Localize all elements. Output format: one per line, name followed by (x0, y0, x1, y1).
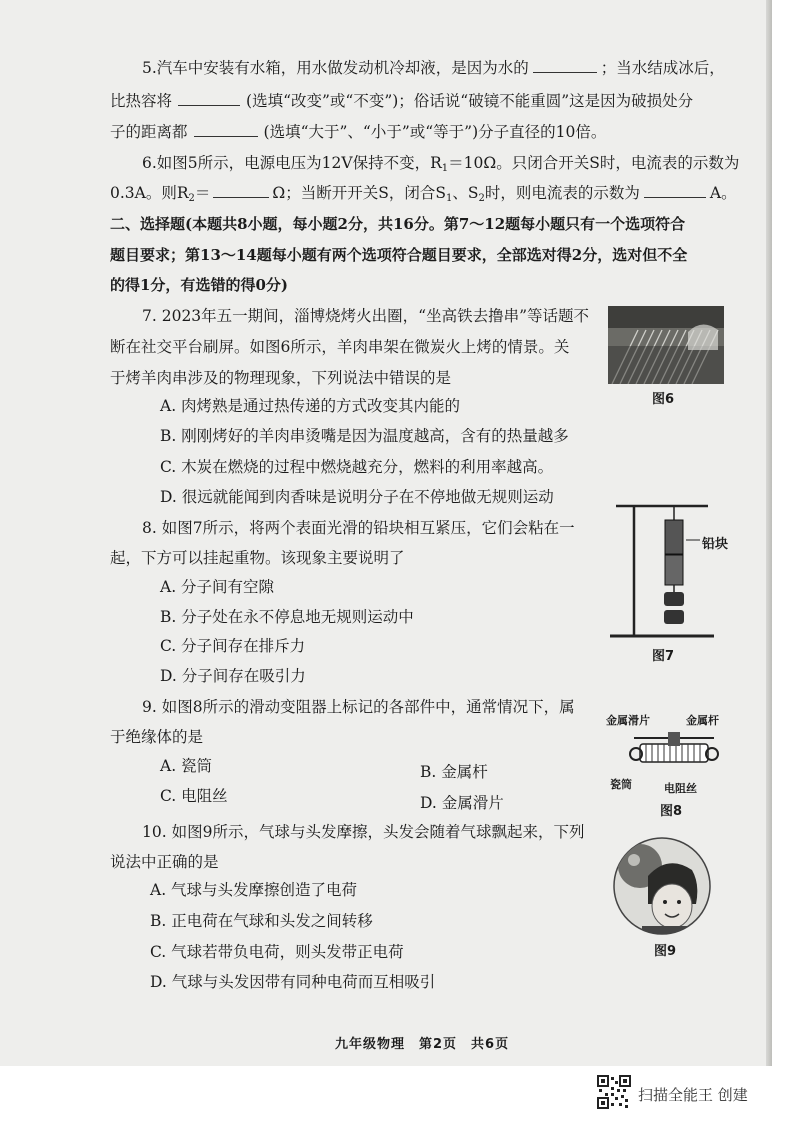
q6-text-2b: ＝ (194, 184, 211, 202)
grill-illustration (608, 306, 724, 384)
answer-blank (178, 91, 240, 106)
q6-text-2d: 、S (452, 184, 479, 202)
q6-sub-s1: 1 (446, 193, 453, 204)
q6-sub-1: 1 (441, 163, 449, 174)
q5-text-1a: 5.汽车中安装有水箱，用水做发动机冷却液，是因为水的 (142, 59, 529, 77)
q6-line2 (110, 183, 737, 209)
q5-line2 (110, 91, 693, 111)
q6-text-1a: 6.如图5所示，电源电压为12V保持不变，R (142, 154, 442, 172)
figure-8-tube-label: 瓷筒 (610, 778, 632, 791)
q5-line1 (142, 58, 725, 78)
balloon-hair-illustration (612, 836, 712, 936)
q7-line3: 于烤羊肉串涉及的物理现象，下列说法中错误的是 (110, 369, 452, 387)
q6-text-2e: 时，则电流表的示数为 (484, 184, 640, 202)
q5-text-1b: ；当水结成冰后， (600, 59, 725, 77)
q8-option-a: A. 分子间有空隙 (160, 578, 275, 596)
q6-sub-s2: 2 (478, 193, 485, 204)
figure-6-grill-photo (608, 306, 724, 384)
figure-7-lead-blocks (608, 500, 720, 642)
q6-text-1b: ＝10Ω。只闭合开关S时，电流表的示数为 (448, 154, 740, 172)
section2-line1: 二、选择题(本题共8小题，每小题2分，共16分。第7～12题每小题只有一个选项符合 (110, 215, 686, 233)
q9-line1: 9. 如图8所示的滑动变阻器上标记的各部件中，通常情况下，属 (142, 698, 575, 716)
section2-line3: 的得1分，有选错的得0分) (110, 276, 288, 294)
figure-8-wire-label: 电阻丝 (664, 782, 697, 795)
q8-option-c: C. 分子间存在排斥力 (160, 637, 306, 655)
section2-line2: 题目要求；第13～14题每小题有两个选项符合题目要求，全部选对得2分，选对但不全 (110, 246, 688, 264)
q10-option-b: B. 正电荷在气球和头发之间转移 (150, 912, 373, 930)
q5-text-3a: 子的距离都 (110, 123, 188, 141)
q8-option-b: B. 分子处在永不停息地无规则运动中 (160, 608, 414, 626)
q10-line2: 说法中正确的是 (110, 853, 219, 871)
q9-option-d: D. 金属滑片 (420, 794, 504, 812)
q7-line1: 7. 2023年五一期间，淄博烧烤火出圈，“坐高铁去撸串”等话题不 (142, 307, 590, 325)
q9-option-c: C. 电阻丝 (160, 787, 228, 805)
q10-option-d: D. 气球与头发因带有同种电荷而互相吸引 (150, 973, 436, 991)
rheostat-illustration (628, 728, 720, 772)
figure-9-label: 图9 (654, 944, 677, 959)
lead-block-stand (608, 500, 720, 642)
page-footer: 九年级物理 第2页 共6页 (335, 1037, 510, 1052)
q5-text-2a: 比热容将 (110, 92, 173, 110)
q6-sub-2: 2 (188, 193, 195, 204)
qr-code-icon (597, 1075, 631, 1109)
q5-line3 (110, 122, 606, 142)
q9-option-b: B. 金属杆 (420, 763, 488, 781)
q9-option-a: A. 瓷筒 (160, 757, 213, 775)
q7-option-c: C. 木炭在燃烧的过程中燃烧越充分，燃料的利用率越高。 (160, 458, 554, 476)
answer-blank (213, 183, 269, 198)
q10-line1: 10. 如图9所示，气球与头发摩擦，头发会随着气球飘起来，下列 (142, 823, 585, 841)
figure-8-slider-label: 金属滑片 (606, 714, 650, 727)
q7-option-a: A. 肉烤熟是通过热传递的方式改变其内能的 (160, 397, 461, 415)
figure-8-rod-label: 金属杆 (686, 714, 719, 727)
answer-blank (644, 183, 706, 198)
q5-text-2b: (选填“改变”或“不变”)；俗话说“破镜不能重圆”这是因为破损处分 (246, 92, 694, 110)
q5-text-3b: (选填“大于”、“小于”或“等于”)分子直径的10倍。 (263, 123, 607, 141)
q10-option-c: C. 气球若带负电荷，则头发带正电荷 (150, 943, 404, 961)
figure-7-lead-label: 铅块 (702, 537, 729, 552)
figure-8-rheostat (628, 728, 720, 772)
answer-blank (194, 122, 258, 137)
q9-line2: 于绝缘体的是 (110, 728, 204, 746)
q7-line2: 断在社交平台刷屏。如图6所示，羊肉串架在微炭火上烤的情景。关 (110, 338, 570, 356)
q7-option-d: D. 很远就能闻到肉香味是说明分子在不停地做无规则运动 (160, 488, 554, 506)
scanner-brand-text: 扫描全能王 创建 (638, 1086, 748, 1104)
q6-text-2c: Ω；当断开开关S，闭合S (272, 184, 446, 202)
figure-8-label: 图8 (660, 804, 683, 819)
figure-6-label: 图6 (652, 392, 675, 407)
q8-line2: 起，下方可以挂起重物。该现象主要说明了 (110, 549, 405, 567)
q8-line1: 8. 如图7所示，将两个表面光滑的铅块相互紧压，它们会粘在一 (142, 519, 575, 537)
q10-option-a: A. 气球与头发摩擦创造了电荷 (150, 881, 358, 899)
figure-9-balloon-photo (612, 836, 712, 936)
qr-code-graphic (597, 1075, 631, 1109)
figure-7-label: 图7 (652, 649, 675, 664)
q6-text-2a: 0.3A。则R (110, 184, 189, 202)
answer-blank (533, 58, 597, 73)
q7-option-b: B. 刚刚烤好的羊肉串烫嘴是因为温度越高，含有的热量越多 (160, 427, 569, 445)
q6-line1 (142, 153, 739, 179)
q8-option-d: D. 分子间存在吸引力 (160, 667, 306, 685)
q6-text-2f: A。 (709, 184, 737, 202)
